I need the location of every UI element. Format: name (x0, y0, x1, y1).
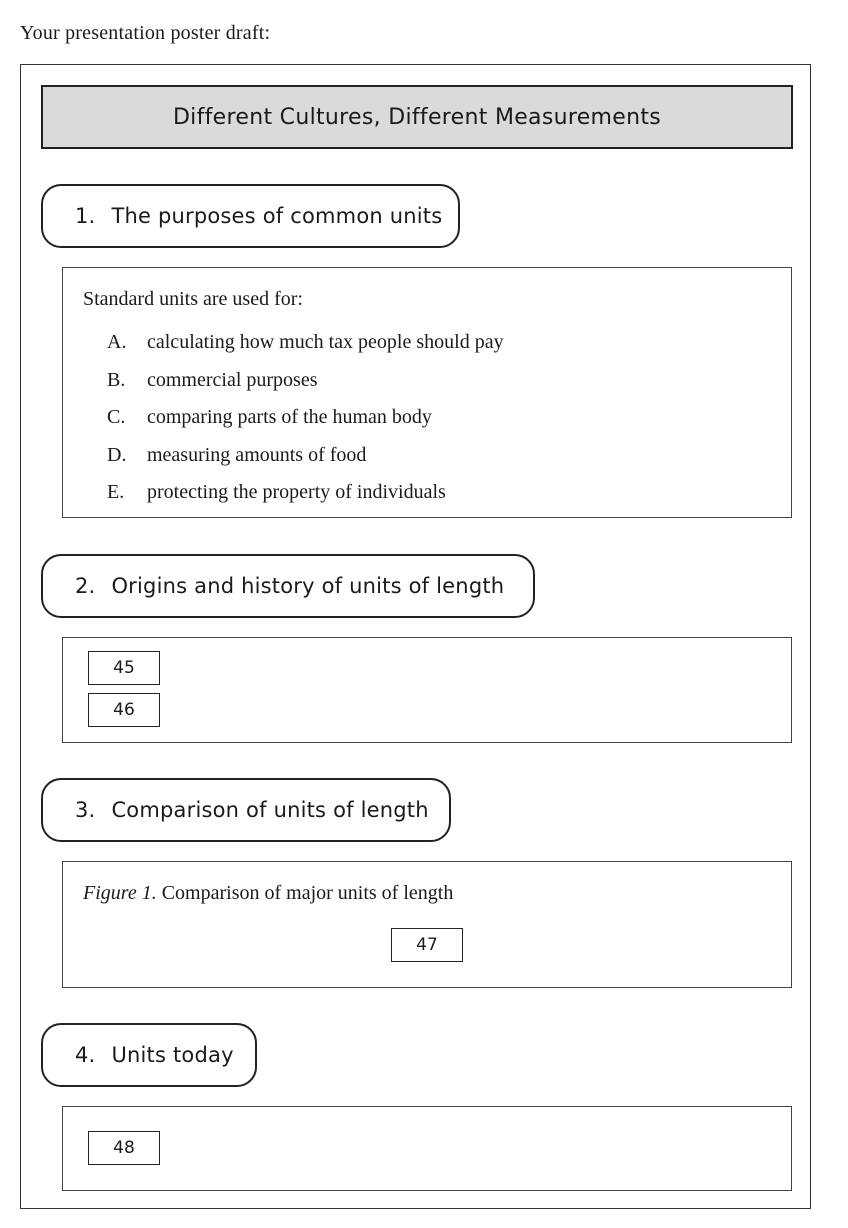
answer-blank-47[interactable]: 47 (391, 928, 463, 962)
option-text: measuring amounts of food (147, 443, 367, 466)
poster-frame (20, 64, 811, 1209)
option-e (107, 474, 504, 512)
figure-caption-text: Comparison of major units of length (161, 882, 454, 904)
section-heading-text: Origins and history of units of length (111, 574, 505, 598)
section-panel-1 (62, 267, 792, 518)
option-letter: A. (107, 331, 127, 353)
section-heading-4 (41, 1023, 257, 1087)
section-heading-2 (41, 554, 535, 618)
section-heading-text: Units today (111, 1043, 234, 1067)
figure-caption (83, 882, 453, 905)
option-b (107, 362, 504, 400)
option-letter: E. (107, 481, 125, 503)
section-number: 1. (75, 204, 96, 228)
answer-blank-48[interactable]: 48 (88, 1131, 160, 1165)
section-number: 2. (75, 574, 96, 598)
option-a (107, 324, 504, 362)
answer-blank-46[interactable]: 46 (88, 693, 160, 727)
section-heading-3 (41, 778, 451, 842)
figure-label: Figure 1. (83, 882, 157, 904)
section-heading-text: Comparison of units of length (111, 798, 429, 822)
section-panel-2 (62, 637, 792, 743)
option-d (107, 437, 504, 475)
section-panel-4 (62, 1106, 792, 1191)
option-text: protecting the property of individuals (147, 481, 446, 503)
option-text: comparing parts of the human body (147, 406, 432, 428)
answer-blank-45[interactable]: 45 (88, 651, 160, 685)
section-number: 4. (75, 1043, 96, 1067)
section-panel-3 (62, 861, 792, 988)
option-letter: C. (107, 406, 126, 428)
section-number: 3. (75, 798, 96, 822)
option-c (107, 399, 504, 437)
section-heading-text: The purposes of common units (111, 204, 443, 228)
options-list (107, 324, 504, 512)
panel-lead-text: Standard units are used for: (83, 288, 303, 310)
option-letter: D. (107, 443, 127, 466)
poster-title: Different Cultures, Different Measurements (41, 85, 793, 149)
intro-text: Your presentation poster draft: (20, 22, 271, 44)
option-letter: B. (107, 368, 126, 391)
option-text: commercial purposes (147, 368, 318, 391)
option-text: calculating how much tax people should pay (147, 331, 504, 353)
section-heading-1 (41, 184, 460, 248)
